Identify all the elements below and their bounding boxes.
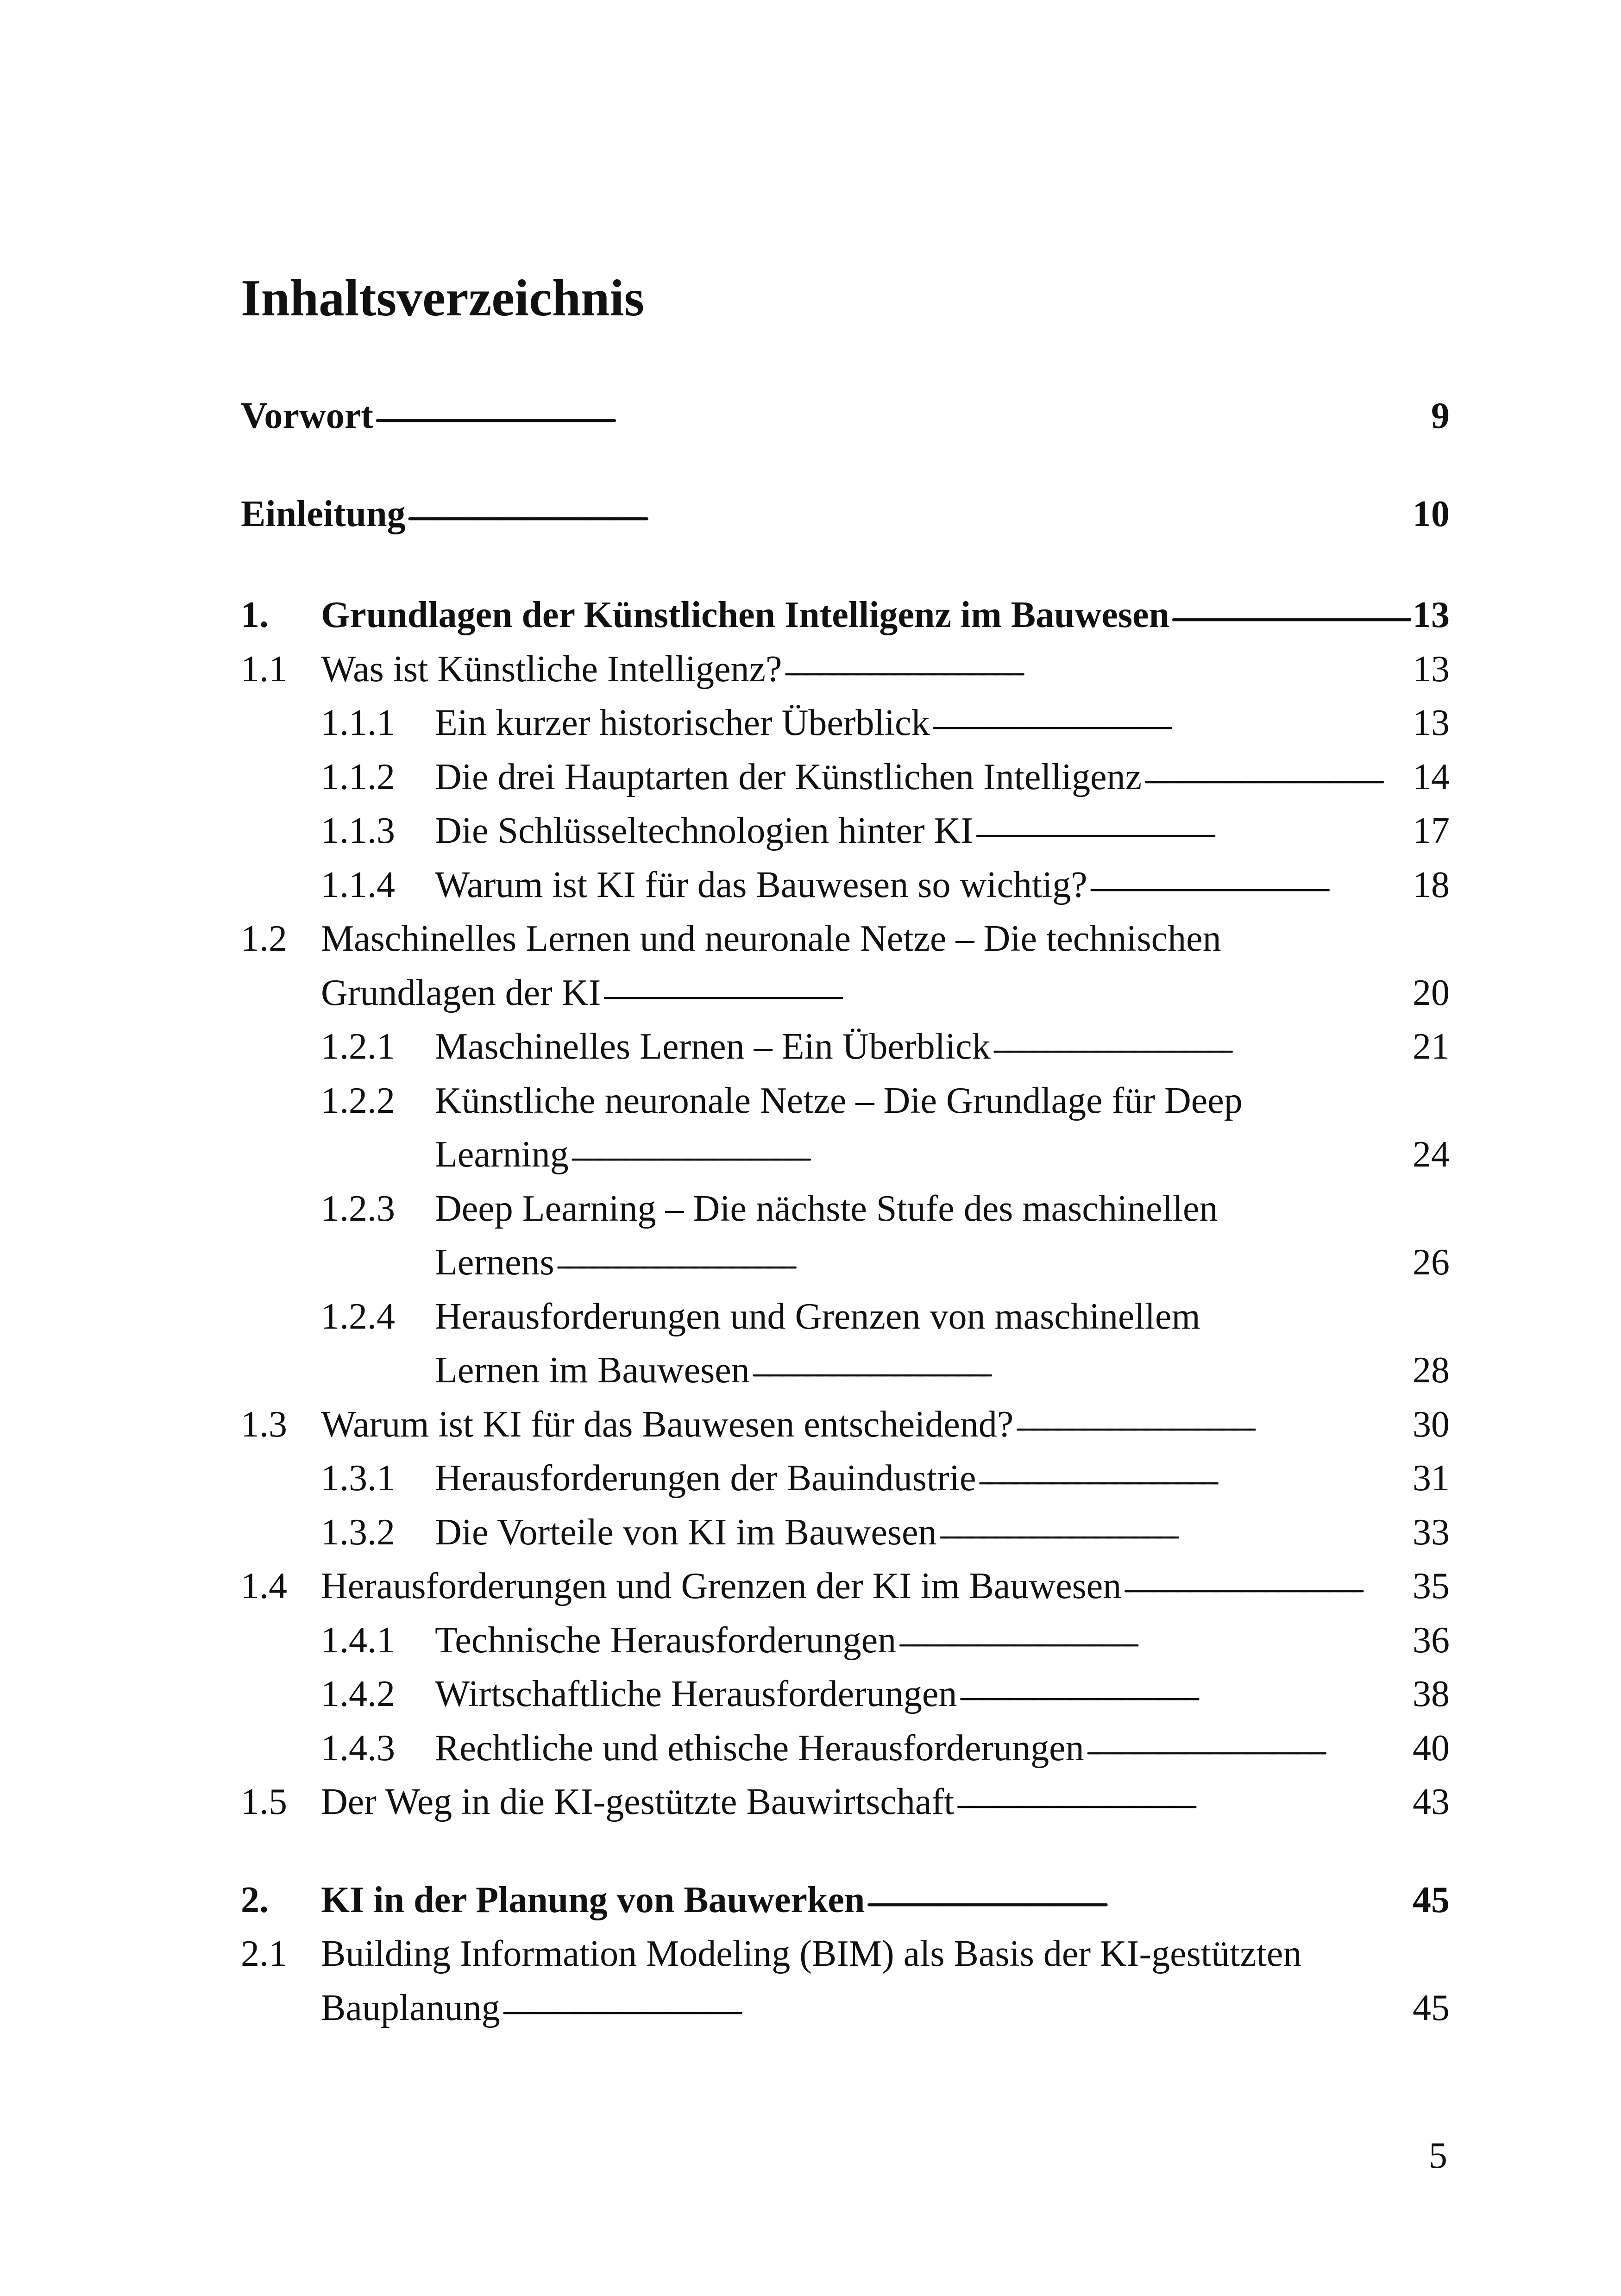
toc-entry[interactable]	[241, 804, 1450, 858]
toc-entry-title: Herausforderungen und Grenzen von maschinellem	[435, 1296, 1200, 1337]
toc-entry-title: KI in der Planung von Bauwerken	[321, 1879, 865, 1920]
toc-entry-line	[241, 1506, 1450, 1560]
toc-entry-line	[241, 642, 1450, 696]
toc-entry-number: 1.2.4	[321, 1296, 395, 1337]
toc-entry-title: Bauplanung	[321, 1987, 500, 2028]
toc-entry-page: 28	[1413, 1350, 1450, 1391]
toc-entry-title: Die Schlüsseltechnologien hinter KI	[435, 810, 973, 851]
page-title: Inhaltsverzeichnis	[241, 270, 645, 327]
table-of-contents	[241, 389, 1450, 2035]
toc-entry-title: Einleitung	[241, 493, 406, 534]
toc-entry-number: 1.5	[241, 1782, 287, 1822]
toc-entry[interactable]	[241, 642, 1450, 696]
toc-entry-number: 1.2.1	[321, 1026, 395, 1067]
toc-entry-number: 1.2.2	[321, 1080, 395, 1121]
dot-leader	[1171, 588, 1411, 642]
dot-leader	[993, 1020, 1411, 1074]
toc-entry-line	[241, 1927, 1450, 1981]
dot-leader	[959, 1667, 1411, 1721]
toc-entry-title: Building Information Modeling (BIM) als Basis der KI-gestützten	[321, 1933, 1302, 1974]
toc-entry-page: 33	[1413, 1512, 1450, 1553]
toc-entry-line	[241, 858, 1450, 912]
toc-entry-page: 31	[1413, 1458, 1450, 1499]
toc-entry-number: 1.4	[241, 1566, 287, 1606]
toc-entry-number: 1.	[241, 595, 269, 635]
dot-leader	[502, 1981, 1411, 2035]
section-gap	[241, 443, 1450, 487]
dot-leader	[408, 487, 1411, 541]
toc-entry-line	[241, 1873, 1450, 1927]
toc-entry-title: Vorwort	[241, 395, 373, 436]
toc-entry-page: 38	[1413, 1674, 1450, 1714]
toc-entry-title: Herausforderungen und Grenzen der KI im Bauwesen	[321, 1566, 1122, 1606]
toc-entry-line	[241, 389, 1450, 443]
dot-leader	[1015, 1398, 1411, 1452]
toc-entry-page: 21	[1413, 1026, 1450, 1067]
toc-entry[interactable]	[241, 1398, 1450, 1452]
dot-leader	[978, 1451, 1411, 1506]
toc-entry-title: Wirtschaftliche Herausforderungen	[435, 1674, 957, 1714]
toc-entry-number: 1.1.4	[321, 864, 395, 905]
toc-entry[interactable]	[241, 487, 1450, 541]
toc-entry[interactable]	[241, 1775, 1450, 1829]
dot-leader	[956, 1775, 1411, 1829]
toc-entry-line	[241, 966, 1450, 1020]
toc-entry-number: 1.3	[241, 1404, 287, 1445]
toc-entry[interactable]	[241, 858, 1450, 912]
toc-entry-page: 18	[1413, 864, 1450, 905]
toc-entry-number: 2.1	[241, 1933, 287, 1974]
toc-entry[interactable]	[241, 1451, 1450, 1506]
toc-entry-page: 10	[1413, 493, 1450, 534]
toc-entry-number: 1.4.3	[321, 1727, 395, 1769]
dot-leader	[1123, 1559, 1411, 1613]
toc-entry-line	[241, 1343, 1450, 1398]
dot-leader	[867, 1873, 1411, 1927]
dot-leader	[784, 642, 1411, 696]
dot-leader	[556, 1236, 1411, 1290]
toc-entry-number: 1.2	[241, 918, 287, 959]
toc-entry-page: 45	[1413, 1987, 1450, 2028]
toc-entry-line	[241, 1775, 1450, 1829]
toc-entry-number: 1.1.1	[321, 703, 395, 743]
dot-leader	[375, 389, 1429, 443]
toc-entry[interactable]	[241, 1613, 1450, 1668]
toc-entry-number: 1.2.3	[321, 1188, 395, 1229]
toc-entry-page: 24	[1413, 1134, 1450, 1175]
toc-entry-title: Maschinelles Lernen – Ein Überblick	[435, 1026, 991, 1067]
toc-entry-page: 9	[1431, 395, 1450, 436]
toc-entry-line	[241, 1398, 1450, 1452]
toc-entry-line	[241, 1074, 1450, 1128]
toc-entry[interactable]	[241, 1074, 1450, 1182]
toc-entry-title: Lernens	[435, 1242, 554, 1283]
toc-entry-title: Lernen im Bauwesen	[435, 1350, 750, 1391]
dot-leader	[1089, 858, 1411, 912]
toc-entry-title: Ein kurzer historischer Überblick	[435, 703, 930, 743]
toc-entry-line	[241, 1182, 1450, 1236]
toc-entry-line	[241, 487, 1450, 541]
toc-entry-line	[241, 696, 1450, 750]
toc-entry[interactable]	[241, 588, 1450, 642]
toc-entry-number: 1.1.3	[321, 810, 395, 851]
dot-leader	[571, 1128, 1411, 1182]
toc-entry-page: 17	[1413, 810, 1450, 851]
toc-entry-number: 1.1	[241, 648, 287, 690]
toc-entry[interactable]	[241, 696, 1450, 750]
toc-entry-line	[241, 1290, 1450, 1344]
dot-leader	[975, 804, 1411, 858]
toc-entry-line	[241, 1667, 1450, 1721]
toc-entry-title: Der Weg in die KI-gestützte Bauwirtschaft	[321, 1782, 955, 1822]
toc-entry-page: 13	[1413, 703, 1450, 743]
toc-entry-title: Warum ist KI für das Bauwesen so wichtig?	[435, 864, 1087, 905]
toc-entry[interactable]	[241, 1290, 1450, 1398]
toc-entry[interactable]	[241, 1873, 1450, 1927]
toc-entry-page: 13	[1413, 595, 1450, 635]
toc-entry-page: 36	[1413, 1619, 1450, 1661]
toc-entry-line	[241, 1559, 1450, 1613]
toc-entry-line	[241, 1981, 1450, 2035]
toc-entry-line	[241, 750, 1450, 804]
dot-leader	[603, 966, 1411, 1020]
toc-entry-title: Was ist Künstliche Intelligenz?	[321, 648, 782, 690]
toc-entry-number: 1.4.1	[321, 1619, 395, 1661]
toc-entry-number: 1.3.2	[321, 1512, 395, 1553]
section-gap	[241, 1829, 1450, 1873]
toc-entry-page: 20	[1413, 972, 1450, 1013]
toc-entry-line	[241, 588, 1450, 642]
dot-leader	[898, 1613, 1411, 1668]
toc-entry-number: 1.1.2	[321, 756, 395, 797]
dot-leader	[1086, 1721, 1411, 1775]
toc-entry-title: Rechtliche und ethische Herausforderungen	[435, 1727, 1084, 1769]
toc-entry-line	[241, 1721, 1450, 1775]
page-number: 5	[1429, 2135, 1447, 2176]
toc-entry-title: Grundlagen der Künstlichen Intelligenz im Bauwesen	[321, 595, 1170, 635]
toc-entry-title: Maschinelles Lernen und neuronale Netze – Die technischen	[321, 918, 1221, 959]
dot-leader	[1143, 750, 1411, 804]
toc-entry[interactable]	[241, 1667, 1450, 1721]
toc-entry[interactable]	[241, 750, 1450, 804]
toc-entry[interactable]	[241, 389, 1450, 443]
toc-entry-page: 30	[1413, 1404, 1450, 1445]
toc-entry-title: Warum ist KI für das Bauwesen entscheidend?	[321, 1404, 1014, 1445]
toc-entry[interactable]	[241, 1020, 1450, 1074]
toc-entry-line	[241, 912, 1450, 966]
toc-entry[interactable]	[241, 1721, 1450, 1775]
toc-entry-line	[241, 1020, 1450, 1074]
toc-entry-title: Die drei Hauptarten der Künstlichen Intelligenz	[435, 756, 1142, 797]
dot-leader	[752, 1343, 1411, 1398]
toc-entry[interactable]	[241, 1506, 1450, 1560]
toc-entry-number: 1.3.1	[321, 1458, 395, 1499]
toc-entry[interactable]	[241, 912, 1450, 1020]
toc-entry-line	[241, 1236, 1450, 1290]
toc-entry-title: Künstliche neuronale Netze – Die Grundlage für Deep	[435, 1080, 1243, 1121]
toc-entry-page: 14	[1413, 756, 1450, 797]
toc-entry-title: Technische Herausforderungen	[435, 1619, 897, 1661]
toc-entry-number: 2.	[241, 1879, 269, 1920]
toc-entry-page: 45	[1413, 1879, 1450, 1920]
toc-entry-page: 26	[1413, 1242, 1450, 1283]
toc-entry[interactable]	[241, 1927, 1450, 2035]
section-gap	[241, 541, 1450, 588]
toc-entry-page: 35	[1413, 1566, 1450, 1606]
toc-entry-number: 1.4.2	[321, 1674, 395, 1714]
toc-entry-page: 13	[1413, 648, 1450, 690]
toc-entry-page: 40	[1413, 1727, 1450, 1769]
toc-entry-title: Herausforderungen der Bauindustrie	[435, 1458, 976, 1499]
toc-entry-line	[241, 1451, 1450, 1506]
toc-entry-line	[241, 1613, 1450, 1668]
toc-entry-line	[241, 1128, 1450, 1182]
toc-entry-title: Deep Learning – Die nächste Stufe des maschinellen	[435, 1188, 1218, 1229]
dot-leader	[932, 696, 1411, 750]
toc-entry-title: Learning	[435, 1134, 569, 1175]
toc-entry[interactable]	[241, 1182, 1450, 1290]
toc-entry[interactable]	[241, 1559, 1450, 1613]
toc-entry-title: Grundlagen der KI	[321, 972, 601, 1013]
toc-entry-page: 43	[1413, 1782, 1450, 1822]
toc-entry-title: Die Vorteile von KI im Bauwesen	[435, 1512, 937, 1553]
toc-entry-line	[241, 804, 1450, 858]
dot-leader	[939, 1506, 1411, 1560]
